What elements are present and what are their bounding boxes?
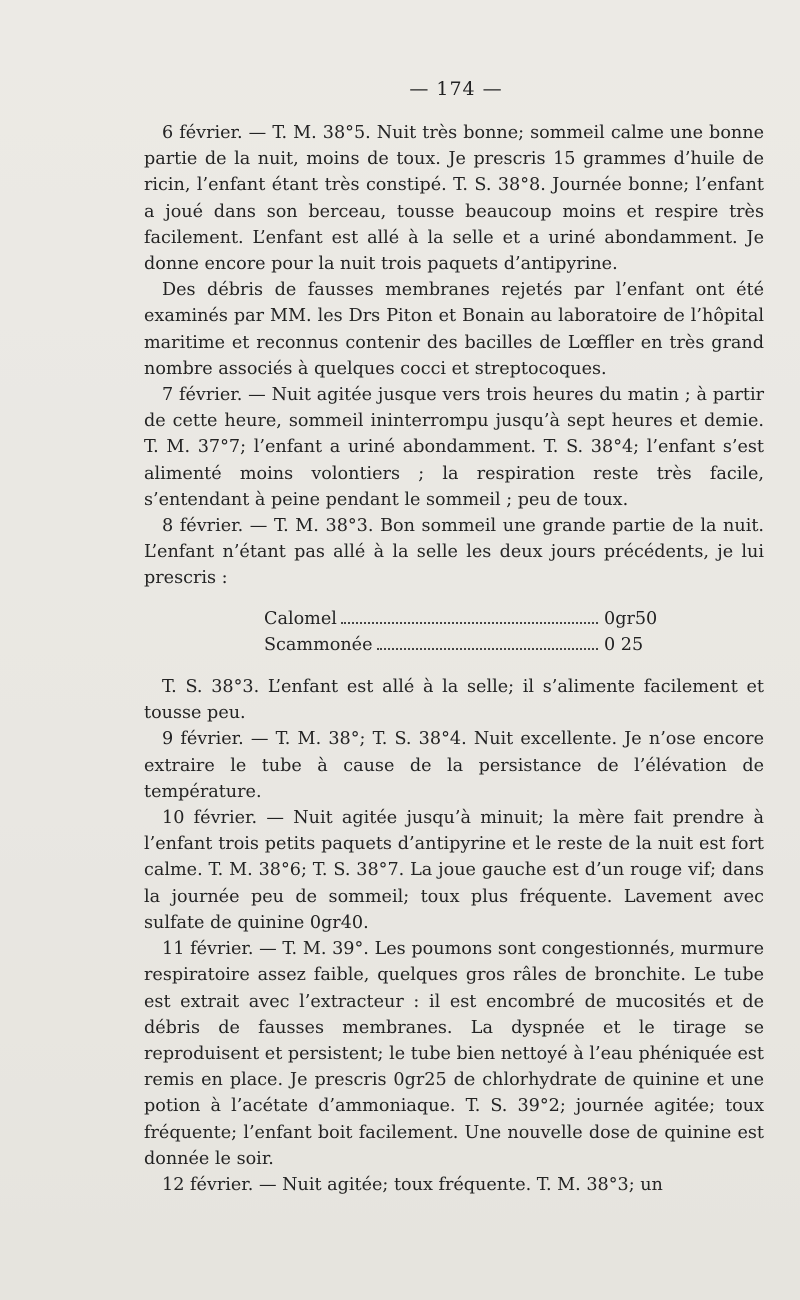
paragraph-8-fevrier: 8 février. — T. M. 38°3. Bon sommeil une grande partie de la nuit. L’enfant n’étant pas allé à la selle les deux jours précédents, je lui prescris : <box>144 516 764 589</box>
paragraph-ts-38-3: T. S. 38°3. L’enfant est allé à la selle; il s’alimente facilement et tousse peu. <box>144 677 764 724</box>
paragraph-7-fevrier: 7 février. — Nuit agitée jusque vers trois heures du matin ; à partir de cette heure, sommeil ininterrompu jusqu’à sept heures et demie. T. M. 37°7; l’enfant a uriné abondamment. T. S. 38°4; l’enfant s’est alimenté moins volontiers ; la respiration reste très facile, s’entendant à peine pendant le sommeil ; peu de toux. <box>144 385 764 510</box>
body-text <box>144 120 764 1198</box>
paragraph-9-fevrier: 9 février. — T. M. 38°; T. S. 38°4. Nuit excellente. Je n’ose encore extraire le tube à cause de la persistance de l’élévation de température. <box>144 729 764 802</box>
dot-leader <box>341 622 598 624</box>
drug-name: Calomel <box>264 608 337 629</box>
paragraph-10-fevrier: 10 février. — Nuit agitée jusqu’à minuit; la mère fait prendre à l’enfant trois petits paquets d’antipyrine et le reste de la nuit est fort calme. T. M. 38°6; T. S. 38°7. La joue gauche est d’un rouge vif; dans la journée peu de sommeil; toux plus fréquente. Lavement avec sulfate de quinine 0gr40. <box>144 808 764 933</box>
drug-quantity: 0gr50 <box>604 608 658 629</box>
prescription-list <box>144 606 764 658</box>
paragraph-12-fevrier: 12 février. — Nuit agitée; toux fréquente. T. M. 38°3; un <box>162 1174 663 1195</box>
prescription-row <box>264 632 656 658</box>
drug-quantity: 0 25 <box>604 634 644 655</box>
paragraph-debris-membranes: Des débris de fausses membranes rejetés par l’enfant ont été examinés par MM. les Drs Piton et Bonain au laboratoire de l’hôpital maritime et reconnus contenir des bacilles de Lœffler en très grand nombre associés à quelques cocci et streptocoques. <box>144 280 764 379</box>
prescription-row <box>264 606 656 632</box>
dot-leader <box>377 648 598 650</box>
paragraph-11-fevrier: 11 février. — T. M. 39°. Les poumons sont congestionnés, murmure respiratoire assez faible, quelques gros râles de bronchite. Le tube est extrait avec l’extracteur : il est encombré de mucosités et de débris de fausses membranes. La dyspnée et le tirage se reproduisent et persistent; le tube bien nettoyé à l’eau phéniquée est remis en place. Je prescris 0gr25 de chlorhydrate de quinine et une potion à l’acétate d’ammoniaque. T. S. 39°2; journée agitée; toux fréquente; l’enfant boit facilement. Une nouvelle dose de quinine est donnée le soir. <box>144 939 764 1169</box>
page-number: — 174 — <box>409 78 503 100</box>
paragraph-6-fevrier: 6 février. — T. M. 38°5. Nuit très bonne; sommeil calme une bonne partie de la nuit, moins de toux. Je prescris 15 grammes d’huile de ricin, l’enfant étant très constipé. T. S. 38°8. Journée bonne; l’enfant a joué dans son berceau, tousse beaucoup moins et respire très facilement. L’enfant est allé à la selle et a uriné abondamment. Je donne encore pour la nuit trois paquets d’antipyrine. <box>144 123 764 275</box>
drug-name: Scammonée <box>264 634 373 655</box>
